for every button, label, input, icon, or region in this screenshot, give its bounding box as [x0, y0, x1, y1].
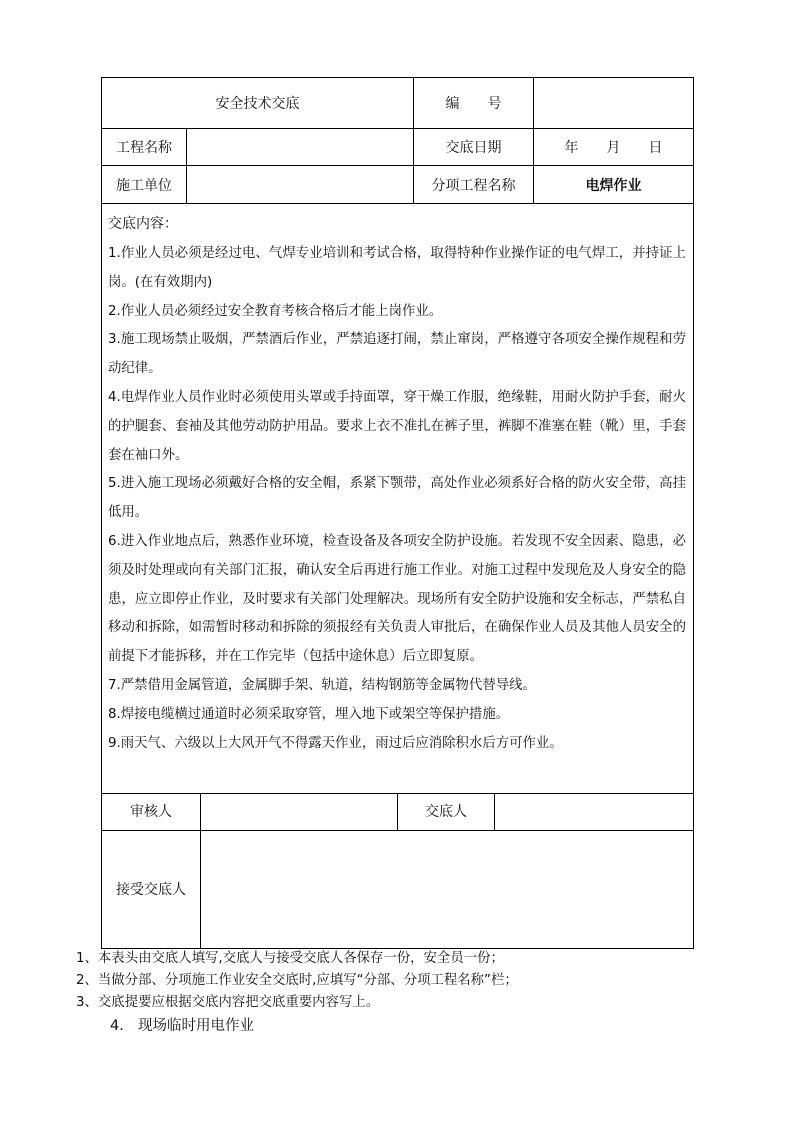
form-title: 安全技术交底: [102, 78, 414, 129]
receiver-row: [102, 830, 694, 948]
presenter-label: 交底人: [398, 793, 495, 830]
date-label: 交底日期: [414, 129, 534, 166]
number-label: 编 号: [414, 78, 534, 129]
receiver-value[interactable]: [201, 830, 694, 948]
section-number: 4.: [110, 1018, 124, 1034]
reviewer-label: 审核人: [102, 793, 201, 830]
section-title: 现场临时用电作业: [138, 1018, 254, 1034]
date-value[interactable]: 年 月 日: [534, 129, 694, 166]
unit-value[interactable]: [187, 166, 414, 204]
next-section-heading: [110, 1015, 254, 1037]
content-item-5: 5.进入施工现场必须戴好合格的安全帽，系紧下颚带，高处作业必须系好合格的防火安全带，高挂低用。: [108, 476, 686, 521]
footnote-3: 3、交底提要应根据交底内容把交底重要内容写上。: [76, 995, 380, 1010]
content-heading: 交底内容：: [108, 216, 178, 232]
sub-project-label: 分项工程名称: [414, 166, 534, 204]
footnote-1: 1、本表头由交底人填写,交底人与接受交底人各保存一份，安全员一份；: [76, 951, 504, 966]
signoff-table: [101, 793, 694, 949]
unit-row: [102, 166, 694, 204]
content-item-2: 2.作业人员必须经过安全教育考核合格后才能上岗作业。: [108, 303, 443, 319]
unit-label: 施工单位: [102, 166, 187, 204]
content-item-7: 7.严禁借用金属管道，金属脚手架、轨道，结构钢筋等金属物代替导线。: [108, 677, 536, 693]
footnote-2: 2、当做分部、分项施工作业安全交底时,应填写“分部、分项工程名称”栏；: [76, 973, 518, 988]
sub-project-value: 电焊作业: [534, 166, 694, 204]
project-row: [102, 129, 694, 166]
safety-briefing-table: [101, 77, 694, 794]
content-row: [102, 204, 694, 794]
content-item-6: 6.进入作业地点后，熟悉作业环境，检查设备及各项安全防护设施。若发现不安全因素、隐患，必须及时处理或向有关部门汇报，确认安全后再进行施工作业。对施工过程中发现危及人身安全的隐患，应立即停止作业，及时要求有关部门处理解决。现场所有安全防护设施和安全标志，严禁私自移动和拆除，如需暂时移动和拆除的须报经有关负责人审批后，在确保作业人员及其他人员安全的前提下才能拆移，并在工作完毕（包括中途休息）后立即复原。: [108, 533, 686, 665]
project-name-label: 工程名称: [102, 129, 187, 166]
receiver-label: 接受交底人: [102, 830, 201, 948]
content-cell: [102, 204, 694, 794]
content-item-4: 4.电焊作业人员作业时必须使用头罩或手持面罩，穿干燥工作服，绝缘鞋，用耐火防护手套，耐火的护腿套、套袖及其他劳动防护用品。要求上衣不准扎在裤子里，裤脚不准塞在鞋（靴）里，手套套在袖口外。: [108, 389, 686, 463]
footnotes: [76, 948, 716, 1014]
content-item-1: 1.作业人员必须是经过电、气焊专业培训和考试合格，取得特种作业操作证的电气焊工，并持证上岗。(在有效期内): [108, 246, 686, 290]
reviewer-value[interactable]: [201, 793, 398, 830]
title-row: [102, 78, 694, 129]
content-item-9: 9.雨天气、六级以上大风开气不得露天作业，雨过后应消除积水后方可作业。: [108, 735, 563, 751]
signoff-row: [102, 793, 694, 830]
number-value[interactable]: [534, 78, 694, 129]
content-item-8: 8.焊接电缆横过通道时必须采取穿管，埋入地下或架空等保护措施。: [108, 706, 510, 722]
project-name-value[interactable]: [187, 129, 414, 166]
content-item-3: 3.施工现场禁止吸烟，严禁酒后作业，严禁追逐打闹，禁止窜岗，严格遵守各项安全操作规程和劳动纪律。: [108, 332, 686, 377]
presenter-value[interactable]: [495, 793, 694, 830]
